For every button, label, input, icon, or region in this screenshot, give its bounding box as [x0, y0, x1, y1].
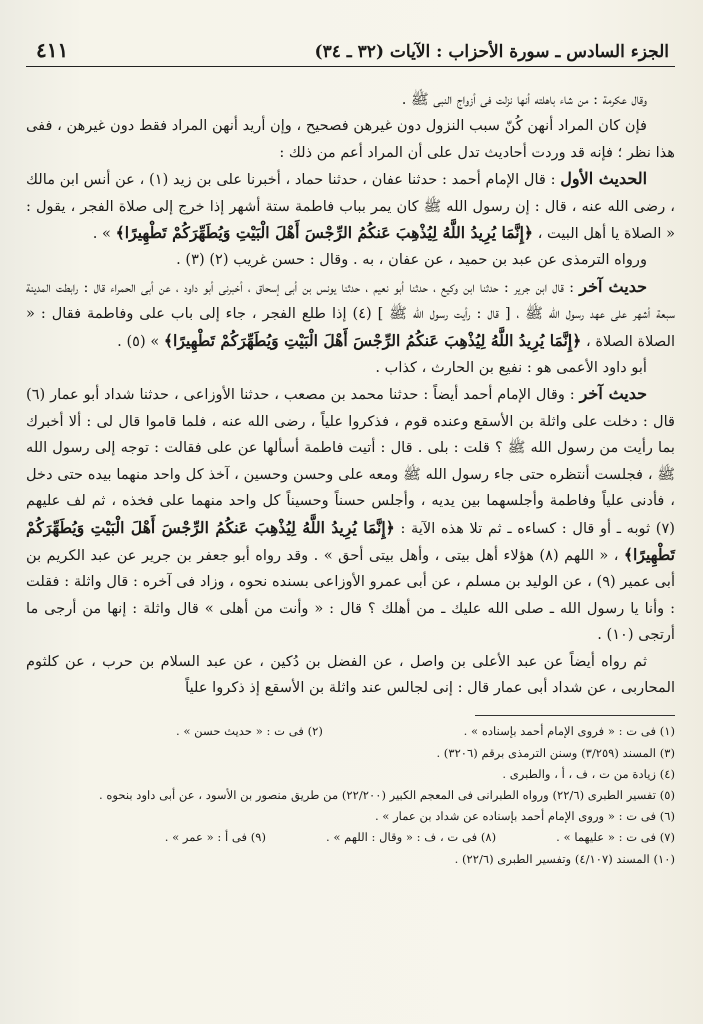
- footnotes: [26, 721, 675, 869]
- paragraph: أبو داود الأعمى هو : نفيع بن الحارث ، كذاب .: [375, 359, 647, 377]
- footnote: (١) فى ت : « فروى الإمام أحمد بإسناده » .: [463, 724, 675, 739]
- hadith-paragraph: حديث آخر : وقال الإمام أحمد أيضاً : حدثنا محمد بن مصعب ، حدثنا الأوزاعى ، حدثنا شداد أبو عمار (٦) قال : دخلت على واثلة بن الأسقع وعنده قوم ، فذكروا علياً ، رضى الله عنه ، فلما قاموا قال لى : ألا أخبرك بما رأيت من رسول الله ﷺ ؟ قلت : بلى . قال : أتيت فاطمة أسألها عن على فقالت : توجه إلى رسول الله ﷺ ، فجلست أنتظره حتى جاء رسول الله ﷺ ومعه على وحسن وحسين ، آخذ كل واحد منهما بيده حتى دخل ، فأدنى علياً وفاطمة وأجلسهما بين يديه ، وأجلس حسناً وحسيناً كل واحد منهما على فخذه ، ثم لف عليهم (٧) ثوبه ـ أو قال : كساءه ـ ثم تلا هذه الآية : ﴿إِنَّمَا يُرِيدُ اللَّهُ لِيُذْهِبَ عَنكُمُ الرِّجْسَ أَهْلَ الْبَيْتِ وَيُطَهِّرَكُمْ تَطْهِيرًا﴾ ، « اللهم (٨) هؤلاء أهل بيتى ، وأهل بيتى أحق » . وقد رواه أبو جعفر بن جرير عن عبد الكريم بن أبى عمير (٩) ، عن الوليد بن مسلم ، عن أبى عمرو الأوزاعى بسنده نحوه ، وزاد فى آخره : قال واثلة : فقلت : وأنا يا رسول الله ـ صلى الله عليك ـ من أهلك ؟ قال : « وأنت من أهلى » قال واثلة : إنها من أرجى ما أرتجى (١٠) .: [26, 384, 676, 644]
- footnote: (١٠) المسند (٤/١٠٧) وتفسير الطبرى (٢٢/٦) .: [454, 851, 675, 866]
- quran-verse: ﴿إِنَّمَا يُرِيدُ اللَّهُ لِيُذْهِبَ عَنكُمُ الرِّجْسَ أَهْلَ الْبَيْتِ وَيُطَهِّرَكُمْ تَطْهِيرًا﴾: [115, 223, 534, 243]
- footnote: (٤) زيادة من ت ، ف ، أ ، والطبرى .: [502, 766, 675, 781]
- hadith-label: الحديث الأول: [560, 169, 648, 189]
- hadith-paragraph: حديث آخر : قال ابن جرير : حدثنا ابن وكيع ، حدثنا أبو نعيم ، حدثنا يونس بن أبى إسحاق ، أخبرنى أبو داود ، عن أبى الحمراء قال : رابطت المدينة سبعة أشهر على عهد رسول الله ﷺ ، [ قال : رأيت رسول الله ﷺ ] (٤) إذا طلع الفجر ، جاء إلى باب على وفاطمة فقال : « الصلاة الصلاة ، ﴿إِنَّمَا يُرِيدُ اللَّهُ لِيُذْهِبَ عَنكُمُ الرِّجْسَ أَهْلَ الْبَيْتِ وَيُطَهِّرَكُمْ تَطْهِيرًا﴾ » (٥) .: [26, 276, 676, 350]
- footnote-separator: [475, 715, 675, 716]
- paragraph: ورواه الترمذى عن عبد بن حميد ، عن عفان ، به . وقال : حسن غريب (٢) (٣) .: [176, 251, 647, 269]
- footnote: (٦) فى ت : « وروى الإمام أحمد بإسناده عن شداد بن عمار » .: [374, 809, 675, 824]
- hadith-paragraph: الحديث الأول : قال الإمام أحمد : حدثنا عفان ، حدثنا حماد ، أخبرنا على بن زيد (١) ، عن أنس ابن مالك ، رضى الله عنه ، قال : إن رسول الله ﷺ كان يمر بباب فاطمة ستة أشهر إذا خرج إلى صلاة الفجر ، يقول : « الصلاة يا أهل البيت ، ﴿إِنَّمَا يُرِيدُ اللَّهُ لِيُذْهِبَ عَنكُمُ الرِّجْسَ أَهْلَ الْبَيْتِ وَيُطَهِّرَكُمْ تَطْهِيرًا﴾ » .: [26, 169, 675, 243]
- paragraph: وقال عكرمة : من شاء باهلته أنها نزلت فى أزواج النبى ﷺ .: [401, 91, 647, 108]
- footnote: (٩) فى أ : « عمر » .: [164, 830, 267, 845]
- footnote-row: [26, 827, 675, 848]
- paragraph: ثم رواه أيضاً عن عبد الأعلى بن واصل ، عن الفضل بن دُكين ، عن عبد السلام بن حرب ، عن كلثوم المحاربى ، عن شداد أبى عمار قال : إنى لجالس عند واثلة بن الأسقع إذ ذكروا علياً: [26, 652, 675, 696]
- hadith-label: حديث آخر: [579, 276, 648, 296]
- footnote: (٣) المسند (٣/٢٥٩) وسنن الترمذى برقم (٣٢٠٦) .: [436, 745, 675, 760]
- page-number: ٤١١: [36, 38, 69, 62]
- hadith-label: حديث آخر: [579, 384, 648, 404]
- quran-verse: ﴿إِنَّمَا يُرِيدُ اللَّهُ لِيُذْهِبَ عَنكُمُ الرِّجْسَ أَهْلَ الْبَيْتِ وَيُطَهِّرَكُمْ تَطْهِيرًا﴾: [26, 517, 676, 564]
- footnote-row: [26, 721, 675, 742]
- quran-verse: ﴿إِنَّمَا يُرِيدُ اللَّهُ لِيُذْهِبَ عَنكُمُ الرِّجْسَ أَهْلَ الْبَيْتِ وَيُطَهِّرَكُمْ تَطْهِيرًا﴾: [163, 330, 582, 350]
- paragraph: فإن كان المراد أنهن كُنّ سبب النزول دون غيرهن فصحيح ، وإن أريد أنهن المراد فقط دون غيرهن ، ففى هذا نظر ؛ فإنه قد وردت أحاديث تدل على أن المراد أعم من ذلك :: [26, 117, 675, 161]
- footnote: (٢) فى ت : « حديث حسن » .: [176, 724, 323, 739]
- page-header: [26, 38, 675, 67]
- main-text: [26, 87, 675, 701]
- footnote: (٥) تفسير الطبرى (٢٢/٦) ورواه الطبرانى فى المعجم الكبير (٢٢/٢٠٠) من طريق منصور بن الأسود ، عن أبى داود بنحوه .: [98, 787, 675, 802]
- running-title: الجزء السادس ـ سورة الأحزاب : الآيات (٣٢ ـ ٣٤): [314, 42, 669, 62]
- footnote: (٧) فى ت : « عليهما » .: [556, 830, 675, 845]
- footnote: (٨) فى ت ، ف : « وقال : اللهم » .: [326, 830, 497, 845]
